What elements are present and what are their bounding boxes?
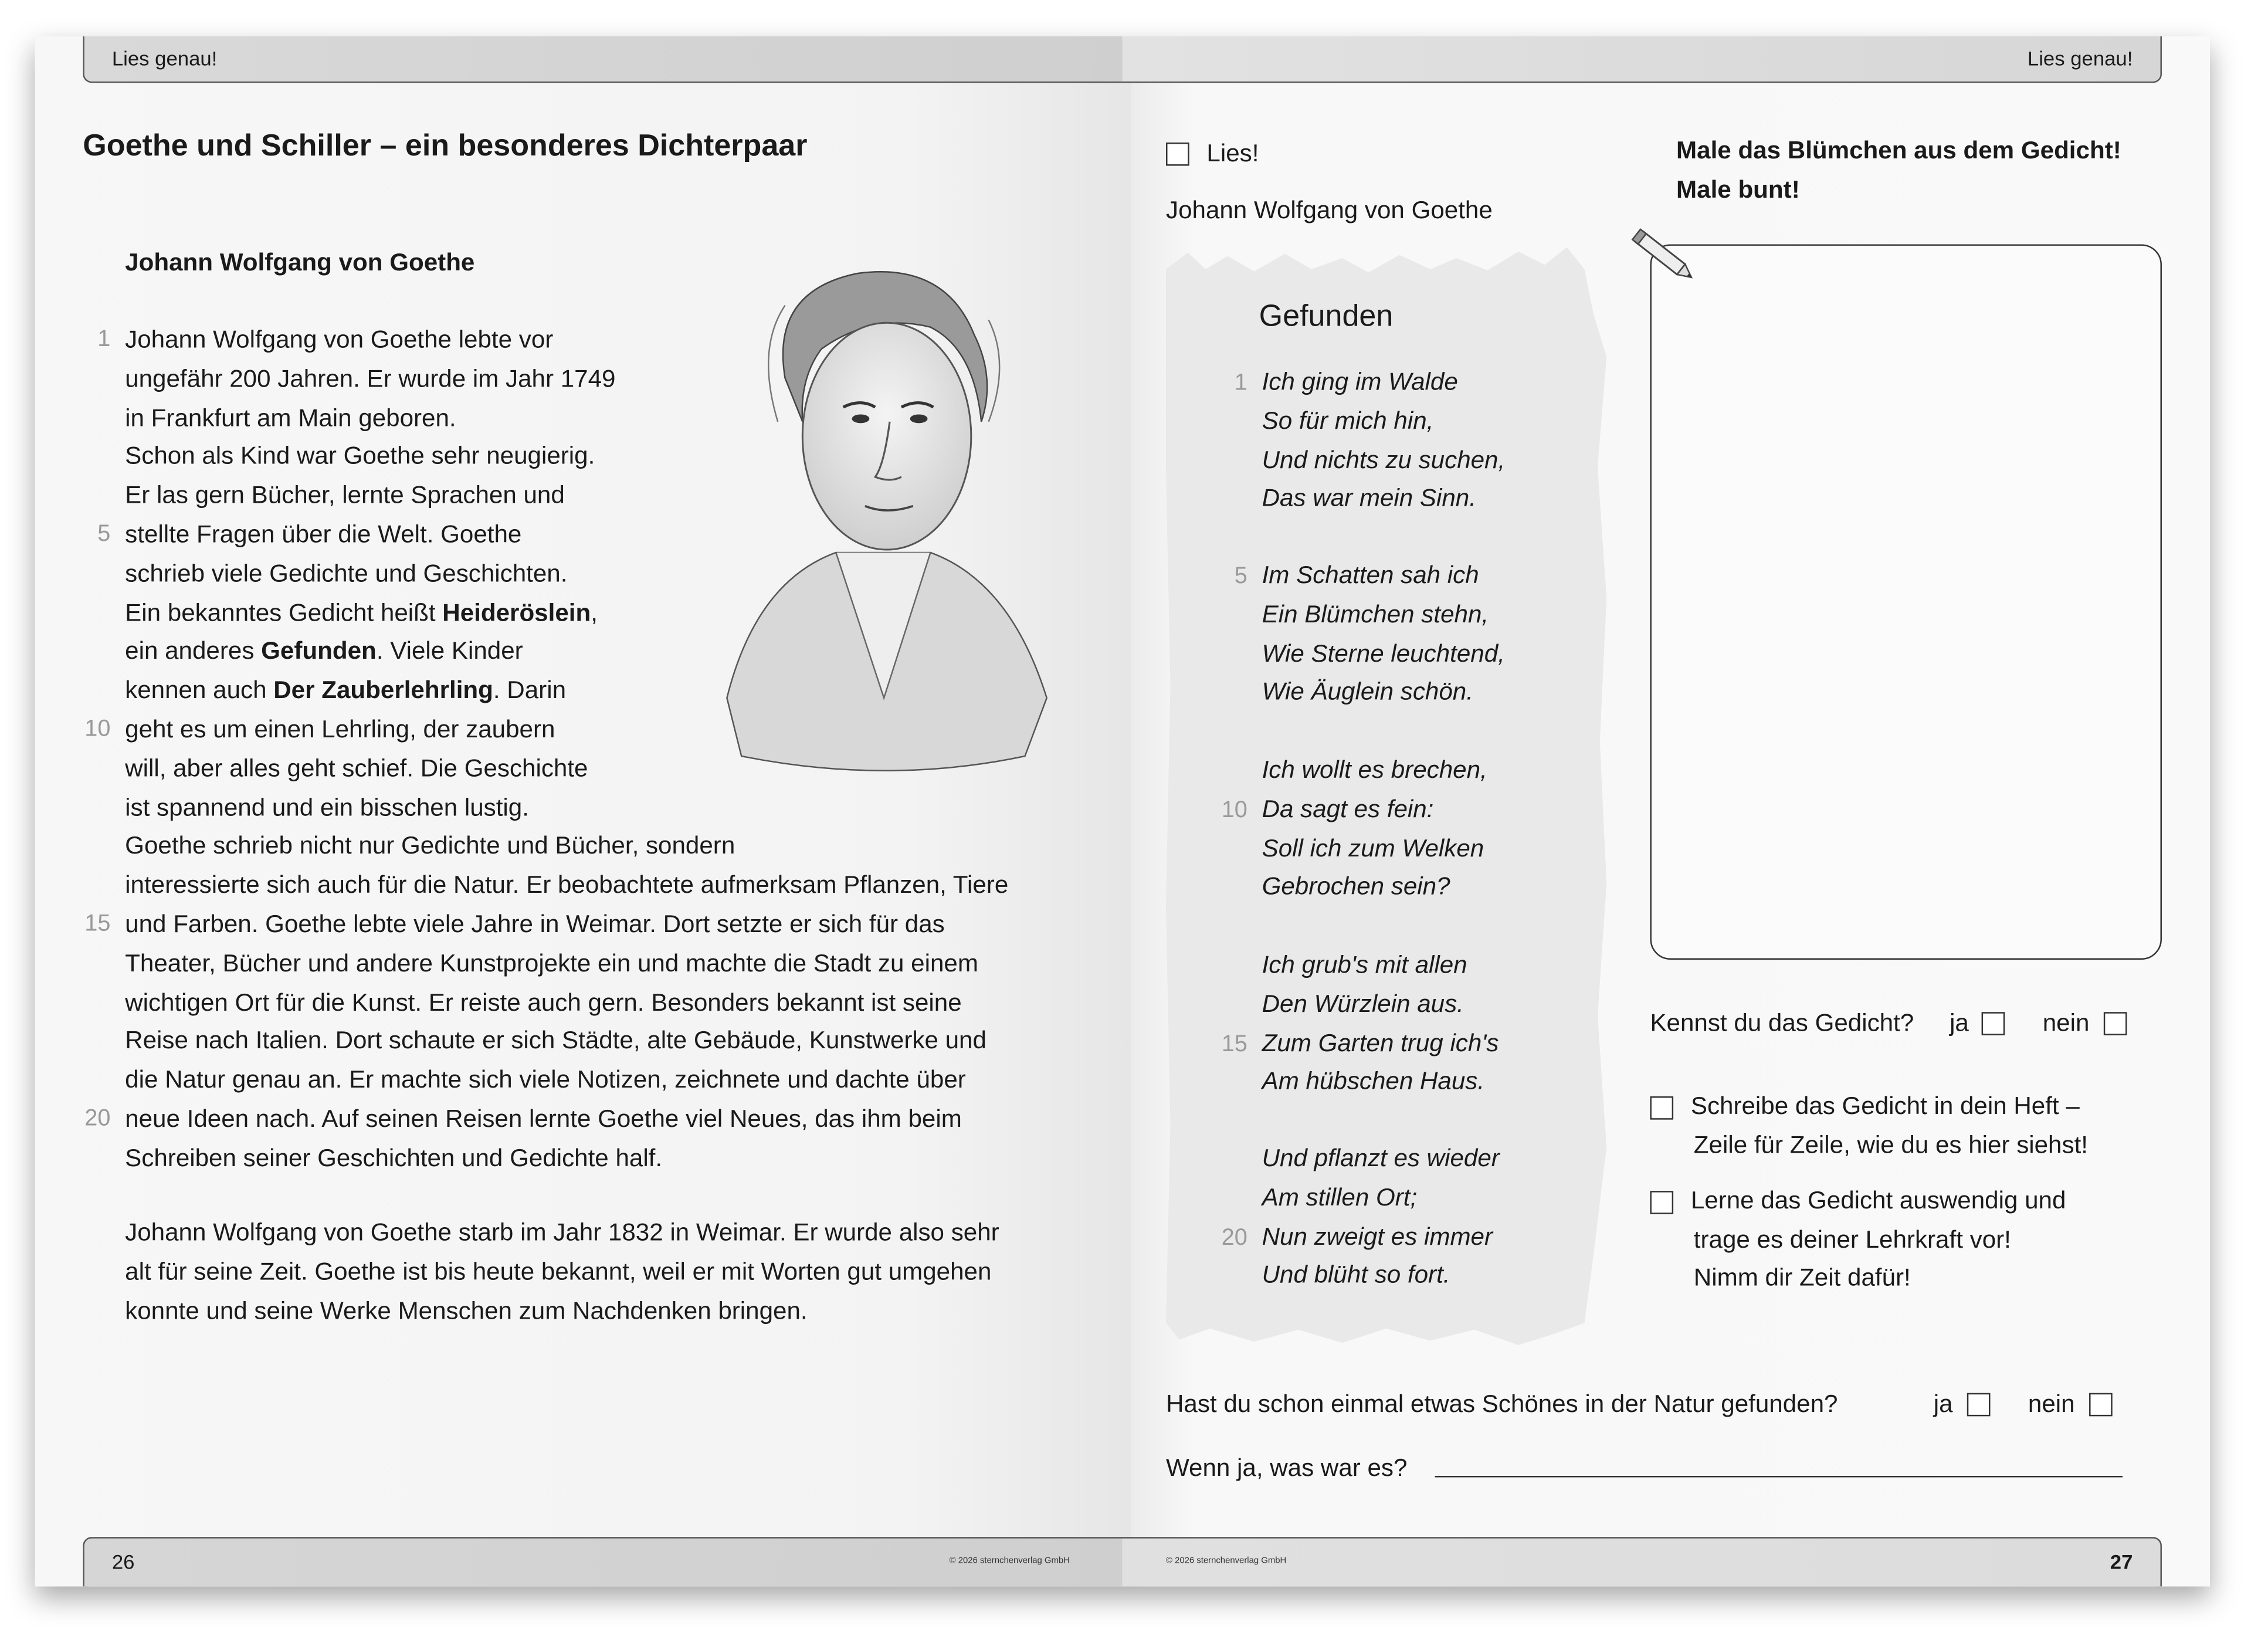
poem-line: Gebrochen sein? [1262,873,1450,901]
line-number: 15 [84,912,111,937]
text-line [125,789,529,828]
text-segment: geht es um einen Lehrling, der zaubern [125,715,555,743]
draw-task-line-1: Male das Blümchen aus dem Gedicht! [1676,137,2121,165]
pencil-icon [1628,225,1701,289]
write-task-line-2: Zeile für Zeile, wie du es hier siehst! [1693,1131,2088,1159]
text-segment: und Farben. Goethe lebte viele Jahre in Weimar. Dort setzte er sich für das [125,910,945,938]
text-segment: neue Ideen nach. Auf seinen Reisen lernte Goethe viel Neues, das ihm beim [125,1105,962,1133]
text-segment: . Viele Kinder [376,637,523,665]
line-number: 5 [97,521,111,547]
text-line: alt für seine Zeit. Goethe ist bis heute bekannt, weil er mit Worten gut umgehen [125,1257,992,1285]
text-segment: ungefähr 200 Jahren. Er wurde im Jahr 1749 [125,364,616,392]
text-line [125,555,567,594]
bold-title: Der Zauberlehrling [273,676,493,705]
text-line: Johann Wolfgang von Goethe starb im Jahr 1832 in Weimar. Er wurde also sehr [125,1218,999,1247]
text-line [125,360,615,399]
text-line [125,1100,962,1139]
nature-no-label: nein [2028,1390,2075,1418]
know-question: Kennst du das Gedicht? [1650,1009,1914,1037]
what-question: Wenn ja, was war es? [1165,1454,1408,1482]
text-segment: stellte Fragen über die Welt. Goethe [125,520,522,548]
nature-question: Hast du schon einmal etwas Schönes in der Natur gefunden? [1165,1390,1838,1418]
poem-line: Wie Äuglein schön. [1262,678,1473,706]
text-line [125,1062,966,1100]
poem-line-number: 10 [1221,798,1247,823]
line-number: 10 [84,717,111,742]
poem-title: Gefunden [1259,299,1394,333]
drawing-area[interactable] [1650,244,2162,960]
text-line [125,711,555,750]
nature-no-checkbox[interactable] [2089,1393,2113,1417]
text-segment: Theater, Bücher und andere Kunstprojekte ein und machte die Stadt zu einem [125,949,978,977]
copyright-left: © 2026 sternchenverlag GmbH [949,1557,1070,1566]
poem-line: Ich wollt es brechen, [1262,756,1487,784]
poem-line: Und pflanzt es wieder [1262,1144,1500,1172]
text-line [125,399,456,438]
poem-line: Und nichts zu suchen, [1262,445,1506,474]
read-label: Lies! [1206,139,1259,168]
text-segment: . Darin [493,676,567,705]
footer-bar [83,1537,2162,1586]
know-no-label: nein [2042,1009,2090,1037]
write-task-line-1: Schreibe das Gedicht in dein Heft – [1690,1092,2080,1120]
learn-task-checkbox[interactable] [1650,1191,1673,1214]
poem-line: Zum Garten trug ich's [1262,1028,1499,1057]
text-line [125,594,598,633]
text-line [125,984,961,1022]
read-checkbox[interactable] [1166,143,1189,166]
text-line [125,1140,662,1178]
bold-title: Gefunden [261,637,377,665]
learn-task-line-2: trage es deiner Lehrkraft vor! [1693,1225,2011,1254]
text-segment: ist spannend und ein bisschen lustig. [125,793,529,821]
text-segment: Schon als Kind war Goethe sehr neugierig. [125,442,595,470]
header-right-label: Lies genau! [2027,46,2133,70]
text-segment: , [591,598,598,626]
text-line [125,867,1008,906]
poem-line: Ein Blümchen stehn, [1262,600,1489,628]
poem-line: Das war mein Sinn. [1262,485,1476,513]
learn-task-line-1: Lerne das Gedicht auswendig und [1690,1186,2066,1214]
poem-line: So für mich hin, [1262,407,1434,435]
poem-line-number: 1 [1234,371,1247,396]
text-line [125,516,521,555]
poem-line: Den Würzlein aus. [1262,990,1464,1018]
text-segment: wichtigen Ort für die Kunst. Er reiste auch gern. Besonders bekannt ist seine [125,988,962,1016]
header-left-label: Lies genau! [111,46,218,70]
answer-line[interactable] [1435,1476,2123,1477]
poem-line-number: 20 [1221,1225,1247,1250]
text-segment: die Natur genau an. Er machte sich viele Notizen, zeichnete und dachte über [125,1066,966,1094]
text-segment: ein anderes [125,637,262,665]
nature-yes-label: ja [1933,1390,1953,1418]
poem-line-number: 15 [1221,1031,1247,1057]
text-segment: Goethe schrieb nicht nur Gedichte und Bücher, sondern [125,832,735,860]
text-line [125,438,595,477]
text-line [125,906,945,944]
text-line: konnte und seine Werke Menschen zum Nachdenken bringen. [125,1296,808,1325]
draw-task-line-2: Male bunt! [1676,175,1800,204]
page-title: Goethe und Schiller – ein besonderes Dichterpaar [83,129,808,163]
text-segment: interessierte sich auch für die Natur. Er beobachtete aufmerksam Pflanzen, Tiere [125,871,1009,899]
text-line [125,1023,986,1062]
poem-line: Soll ich zum Welken [1262,834,1484,862]
text-segment: schrieb viele Gedichte und Geschichten. [125,559,568,587]
page-number-left: 26 [111,1550,135,1574]
text-segment: Er las gern Bücher, lernte Sprachen und [125,481,565,510]
text-segment: Ein bekanntes Gedicht heißt [125,598,443,626]
nature-yes-checkbox[interactable] [1967,1393,1991,1417]
text-line [125,477,565,516]
poem-line: Ich grub's mit allen [1262,951,1467,979]
text-segment: Schreiben seiner Geschichten und Gedichte half. [125,1144,663,1172]
know-yes-checkbox[interactable] [1982,1012,2005,1035]
bold-title: Heideröslein [442,598,591,626]
text-segment: in Frankfurt am Main geboren. [125,404,456,432]
poem-line: Am stillen Ort; [1262,1183,1418,1211]
poem-line: Ich ging im Walde [1262,368,1458,396]
text-segment: Reise nach Italien. Dort schaute er sich Städte, alte Gebäude, Kunstwerke und [125,1027,986,1055]
poem-line: Da sagt es fein: [1262,795,1434,823]
text-segment: will, aber alles geht schief. Die Geschichte [125,754,588,783]
poem-line: Im Schatten sah ich [1262,561,1479,589]
write-task-checkbox[interactable] [1650,1096,1673,1120]
text-line [125,945,978,984]
poem-line: Am hübschen Haus. [1262,1068,1485,1096]
know-yes-label: ja [1950,1009,1969,1037]
goethe-portrait-icon [698,262,1069,778]
line-number: 1 [97,327,111,352]
copyright-right: © 2026 sternchenverlag GmbH [1165,1557,1287,1566]
poem-author: Johann Wolfgang von Goethe [1165,196,1493,224]
text-line [125,750,588,789]
text-line [125,321,553,360]
text-line [125,828,735,866]
text-line [125,633,523,672]
page-number-right: 27 [2110,1550,2133,1574]
text-line [125,672,566,711]
poem-line-number: 5 [1234,564,1247,589]
learn-task-line-3: Nimm dir Zeit dafür! [1693,1264,1911,1292]
text-segment: kennen auch [125,676,274,705]
poem-line: Nun zweigt es immer [1262,1222,1493,1250]
text-segment: Johann Wolfgang von Goethe lebte vor [125,326,554,354]
poem-line: Wie Sterne leuchtend, [1262,639,1505,667]
line-number: 20 [84,1106,111,1132]
poem-line: Und blüht so fort. [1262,1261,1450,1289]
know-no-checkbox[interactable] [2104,1012,2127,1035]
section-heading: Johann Wolfgang von Goethe [125,248,475,276]
header-bar [83,36,2162,83]
